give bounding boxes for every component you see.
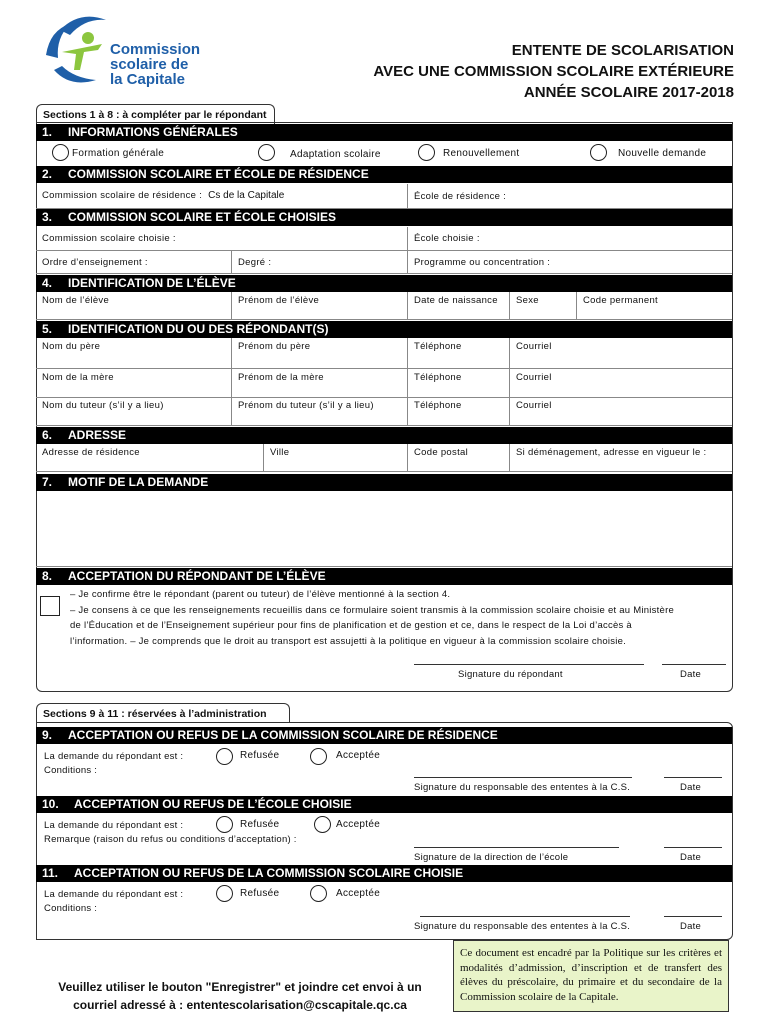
field-date-naissance[interactable]: Date de naissance bbox=[408, 292, 510, 319]
field-code-permanent[interactable]: Code permanent bbox=[583, 295, 658, 306]
footer-instructions: Veuillez utiliser le bouton "Enregistrer" et joindre cet envoi à un courriel adressé à : ententescolarisation@cscapitale.qc.ca bbox=[58, 980, 422, 1012]
signature-line-repondant[interactable] bbox=[414, 664, 644, 665]
section-6-header: 6. ADRESSE bbox=[36, 427, 732, 444]
radio-formation-generale[interactable] bbox=[52, 144, 69, 161]
section-3-row-1 bbox=[36, 227, 732, 251]
section-10-header: 10. ACCEPTATION OU REFUS DE L’ÉCOLE CHOISIE bbox=[36, 796, 732, 813]
consent-text: – Je confirme être le répondant (parent ou tuteur) de l’élève mentionné à la section 4. – Je consens à ce que les renseignements recueillis dans ce formulaire soient transmis à la commission scolaire choisie et au Ministère de l’Éducation et de l’Enseignement supérieur pour fins de planification et de gestion et ce, dans le respect de la Loi d’accès à l’information. – Je comprends que le droit au transport est assujetti à la politique en vigueur à la commission scolaire choisie. bbox=[70, 589, 675, 647]
section-6-row bbox=[36, 444, 732, 472]
signature-line-s11[interactable] bbox=[420, 916, 630, 917]
field-adresse[interactable]: Adresse de résidence bbox=[36, 444, 264, 471]
label-renouvellement: Renouvellement bbox=[443, 148, 520, 159]
logo-text: Commission scolaire de la Capitale bbox=[110, 41, 201, 88]
label-s9-acceptee: Acceptée bbox=[336, 750, 381, 761]
field-programme[interactable]: Programme ou concentration : bbox=[414, 257, 551, 268]
policy-note: Ce document est encadré par la Politique sur les critères et modalités d’admission, d’inscription et de transfert des élèves du préscolaire, du primaire et du secondaire de la Commission scolaire de la Capitale. bbox=[453, 940, 729, 1012]
radio-s11-acceptee[interactable] bbox=[310, 885, 327, 902]
field-prenom-mere[interactable]: Prénom de la mère bbox=[232, 369, 408, 397]
field-ecole-choisie[interactable]: École choisie : bbox=[414, 233, 480, 244]
label-s11-refusee: Refusée bbox=[240, 888, 280, 899]
section-8-header: 8. ACCEPTATION DU RÉPONDANT DE L’ÉLÈVE bbox=[36, 568, 732, 585]
field-nom-pere[interactable]: Nom du père bbox=[36, 338, 232, 368]
date-label-s10: Date bbox=[680, 852, 702, 863]
date-line-s9[interactable] bbox=[664, 777, 722, 778]
tab-admin-sections: Sections 9 à 11 : réservées à l’administration bbox=[36, 703, 290, 723]
radio-s10-acceptee[interactable] bbox=[314, 816, 331, 833]
radio-adaptation-scolaire[interactable] bbox=[258, 144, 275, 161]
field-telephone-tuteur[interactable]: Téléphone bbox=[408, 397, 510, 425]
signature-label-repondant: Signature du répondant bbox=[458, 669, 563, 680]
section-4-row bbox=[36, 292, 732, 320]
field-cs-residence[interactable]: Commission scolaire de résidence : Cs de la Capitale bbox=[36, 184, 408, 208]
label-s9-refusee: Refusée bbox=[240, 750, 280, 761]
field-prenom-eleve[interactable]: Prénom de l’élève bbox=[232, 292, 408, 319]
section-2-row bbox=[36, 184, 732, 209]
label-formation-generale: Formation générale bbox=[72, 148, 165, 159]
field-motif-demande[interactable] bbox=[36, 491, 732, 567]
field-prenom-tuteur[interactable]: Prénom du tuteur (s’il y a lieu) bbox=[232, 397, 408, 425]
label-nouvelle-demande: Nouvelle demande bbox=[618, 148, 707, 159]
signature-label-s9: Signature du responsable des ententes à la C.S. bbox=[414, 782, 631, 793]
field-nom-mere[interactable]: Nom de la mère bbox=[36, 369, 232, 397]
section-3-row-2 bbox=[36, 251, 732, 274]
label-s10-acceptee: Acceptée bbox=[336, 819, 381, 830]
respondent-row-pere bbox=[36, 338, 732, 369]
field-courriel-tuteur[interactable]: Courriel bbox=[516, 400, 552, 411]
section-7-header: 7. MOTIF DE LA DEMANDE bbox=[36, 474, 732, 491]
section-5-header: 5. IDENTIFICATION DU OU DES RÉPONDANT(S) bbox=[36, 321, 732, 338]
signature-line-s10[interactable] bbox=[414, 847, 619, 848]
section-11-header: 11. ACCEPTATION OU REFUS DE LA COMMISSION SCOLAIRE CHOISIE bbox=[36, 865, 732, 882]
field-nom-eleve[interactable]: Nom de l’élève bbox=[36, 292, 232, 319]
logo-emblem-icon bbox=[40, 10, 120, 90]
field-ordre-enseignement[interactable]: Ordre d’enseignement : bbox=[36, 251, 232, 273]
s10-demande-text: La demande du répondant est : Remarque (raison du refus ou conditions d’acceptation) : bbox=[44, 820, 297, 845]
section-4-header: 4. IDENTIFICATION DE L’ÉLÈVE bbox=[36, 275, 732, 292]
date-label-repondant: Date bbox=[680, 669, 702, 680]
date-line-s10[interactable] bbox=[664, 847, 722, 848]
radio-s9-refusee[interactable] bbox=[216, 748, 233, 765]
s11-demande-text: La demande du répondant est : Conditions : bbox=[44, 889, 184, 914]
radio-s9-acceptee[interactable] bbox=[310, 748, 327, 765]
respondent-row-tuteur bbox=[36, 397, 732, 426]
s9-demande-text: La demande du répondant est : Conditions : bbox=[44, 751, 184, 776]
label-s11-acceptee: Acceptée bbox=[336, 888, 381, 899]
label-adaptation-scolaire: Adaptation scolaire bbox=[290, 149, 381, 160]
field-sexe[interactable]: Sexe bbox=[510, 292, 577, 319]
radio-s10-refusee[interactable] bbox=[216, 816, 233, 833]
field-ecole-residence[interactable]: École de résidence : bbox=[414, 191, 507, 202]
label-s10-refusee: Refusée bbox=[240, 819, 280, 830]
field-nom-tuteur[interactable]: Nom du tuteur (s’il y a lieu) bbox=[36, 397, 232, 425]
field-telephone-mere[interactable]: Téléphone bbox=[408, 369, 510, 397]
document-title: ENTENTE DE SCOLARISATION AVEC UNE COMMISSION SCOLAIRE EXTÉRIEURE ANNÉE SCOLAIRE 2017-2018 bbox=[373, 42, 734, 101]
tab-respondent-sections: Sections 1 à 8 : à compléter par le répondant bbox=[36, 104, 275, 124]
field-degre[interactable]: Degré : bbox=[232, 251, 408, 273]
field-courriel-mere[interactable]: Courriel bbox=[516, 372, 552, 383]
radio-renouvellement[interactable] bbox=[418, 144, 435, 161]
radio-nouvelle-demande[interactable] bbox=[590, 144, 607, 161]
date-line-s11[interactable] bbox=[664, 916, 722, 917]
section-9-header: 9. ACCEPTATION OU REFUS DE LA COMMISSION SCOLAIRE DE RÉSIDENCE bbox=[36, 727, 732, 744]
field-code-postal[interactable]: Code postal bbox=[408, 444, 510, 471]
field-telephone-pere[interactable]: Téléphone bbox=[408, 338, 510, 368]
field-ville[interactable]: Ville bbox=[264, 444, 408, 471]
field-date-demenagement[interactable]: Si déménagement, adresse en vigueur le : bbox=[516, 447, 707, 458]
consent-checkbox[interactable] bbox=[40, 596, 60, 616]
section-1-header: 1. INFORMATIONS GÉNÉRALES bbox=[36, 124, 732, 141]
signature-label-s10: Signature de la direction de l’école bbox=[414, 852, 569, 863]
signature-label-s11: Signature du responsable des ententes à la C.S. bbox=[414, 921, 631, 932]
date-label-s11: Date bbox=[680, 921, 702, 932]
cs-residence-value: Cs de la Capitale bbox=[208, 190, 285, 201]
date-label-s9: Date bbox=[680, 782, 702, 793]
section-2-header: 2. COMMISSION SCOLAIRE ET ÉCOLE DE RÉSIDENCE bbox=[36, 166, 732, 183]
date-line-repondant[interactable] bbox=[662, 664, 726, 665]
field-prenom-pere[interactable]: Prénom du père bbox=[232, 338, 408, 368]
field-cs-choisie[interactable]: Commission scolaire choisie : bbox=[36, 227, 408, 250]
signature-line-s9[interactable] bbox=[414, 777, 632, 778]
radio-s11-refusee[interactable] bbox=[216, 885, 233, 902]
section-3-header: 3. COMMISSION SCOLAIRE ET ÉCOLE CHOISIES bbox=[36, 209, 732, 226]
field-courriel-pere[interactable]: Courriel bbox=[516, 341, 552, 352]
respondent-row-mere bbox=[36, 369, 732, 398]
